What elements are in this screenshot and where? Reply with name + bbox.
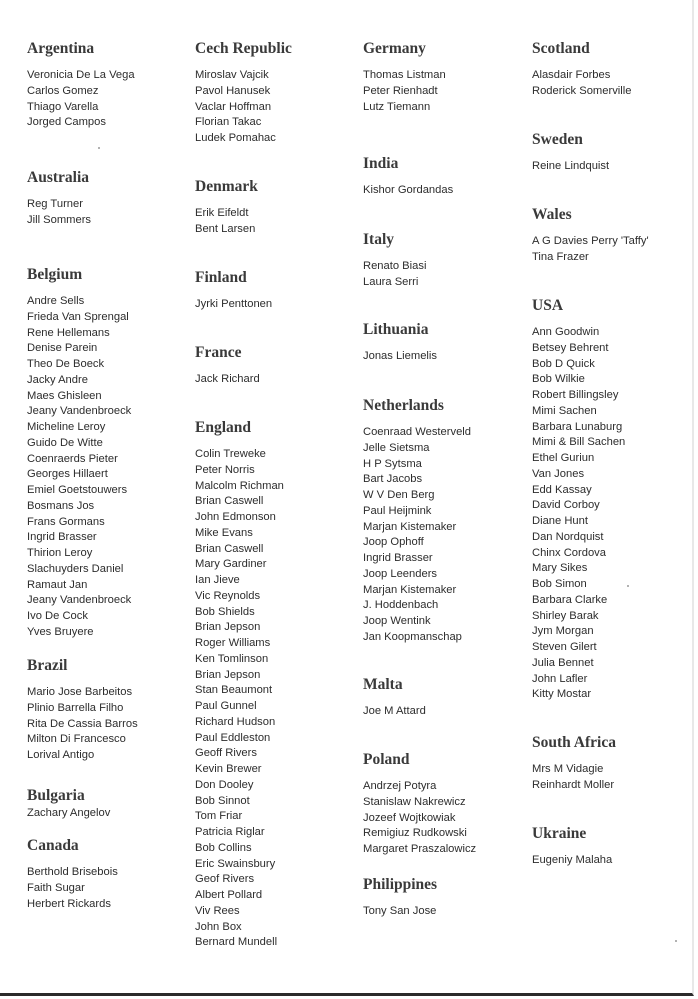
country-heading: Denmark — [195, 178, 258, 195]
country-group — [27, 786, 195, 822]
person-name: Robert Billingsley — [532, 389, 619, 401]
person-name: Joop Leenders — [363, 567, 438, 580]
person-name: Renato Biasi — [363, 260, 427, 272]
name-list — [27, 865, 195, 912]
person-name: Peter Rienhadt — [363, 84, 438, 97]
person-name: Vic Reynolds — [195, 589, 261, 602]
person-name: W V Den Berg — [363, 489, 435, 501]
person-name: Eugeniy Malaha — [532, 854, 613, 866]
country-heading: Australia — [27, 169, 89, 186]
person-name: Bosmans Jos — [27, 499, 95, 512]
person-name: Rita De Cassia Barros — [27, 717, 138, 730]
person-name: Andre Sells — [27, 295, 85, 307]
country-group — [195, 343, 363, 388]
person-name: Jeany Vandenbroeck — [27, 594, 132, 607]
person-name: Zachary Angelov — [27, 807, 111, 819]
country-group — [363, 396, 531, 646]
person-name: Andrzej Potyra — [363, 780, 437, 792]
person-name: Brian Jepson — [195, 668, 261, 681]
country-group — [363, 875, 531, 920]
person-name: Barbara Lunaburg — [532, 420, 623, 433]
person-name: Chinx Cordova — [532, 546, 606, 559]
person-name: Bob Collins — [195, 841, 252, 854]
person-name: Paul Gunnel — [195, 700, 257, 712]
country-group — [363, 230, 531, 291]
person-name: Shirley Barak — [532, 609, 599, 622]
person-name: Remigiuz Rudkowski — [363, 827, 467, 840]
country-group — [27, 656, 195, 764]
person-name: Julia Bennet — [532, 656, 594, 669]
person-name: Jozeef Wojtkowiak — [363, 811, 456, 824]
person-name: Reine Lindquist — [532, 160, 610, 172]
person-name: Tina Frazer — [532, 250, 589, 263]
name-list — [363, 704, 531, 720]
country-group — [532, 733, 698, 794]
country-heading: South Africa — [532, 734, 616, 751]
person-name: Pavol Hanusek — [195, 84, 271, 97]
person-name: Maes Ghisleen — [27, 389, 102, 402]
person-name: Bob Shields — [195, 605, 255, 618]
country-heading: Brazil — [27, 657, 68, 674]
person-name: Kevin Brewer — [195, 763, 262, 775]
person-name: Barbara Clarke — [532, 593, 608, 606]
country-heading: Argentina — [27, 40, 95, 57]
person-name: Florian Takac — [195, 116, 262, 129]
person-name: Albert Pollard — [195, 889, 263, 901]
person-name: Van Jones — [532, 467, 585, 480]
person-name: Miroslav Vajcik — [195, 69, 269, 81]
country-group — [363, 154, 531, 199]
person-name: Roderick Somerville — [532, 84, 632, 97]
country-group — [195, 39, 363, 147]
name-list — [363, 183, 531, 199]
name-list — [363, 779, 531, 858]
person-name: Bernard Mundell — [195, 936, 278, 949]
country-group — [195, 177, 363, 238]
person-name: Richard Hudson — [195, 715, 276, 728]
person-name: Ethel Guriun — [532, 452, 595, 464]
name-list — [27, 197, 195, 229]
country-heading: Sweden — [532, 131, 583, 148]
country-heading: Malta — [363, 676, 403, 693]
name-list — [363, 68, 531, 115]
person-name: Plinio Barrella Filho — [27, 701, 124, 714]
person-name: Jill Sommers — [27, 213, 92, 226]
name-list — [532, 234, 698, 266]
person-name: Coenraerds Pieter — [27, 452, 118, 465]
person-name: Jyrki Penttonen — [195, 298, 273, 310]
person-name: Alasdair Forbes — [532, 69, 611, 81]
person-name: Brian Caswell — [195, 542, 264, 555]
country-group — [27, 39, 195, 131]
person-name: John Box — [195, 920, 242, 933]
name-list — [363, 349, 531, 365]
country-group — [195, 268, 363, 313]
person-name: John Lafler — [532, 672, 588, 685]
person-name: A G Davies Perry 'Taffy' — [532, 235, 649, 247]
country-group — [532, 824, 698, 869]
person-name: Margaret Praszalowicz — [363, 843, 477, 855]
person-name: Roger Williams — [195, 637, 271, 649]
name-list — [195, 206, 363, 238]
person-name: Frieda Van Sprengal — [27, 310, 129, 323]
scan-speck — [627, 585, 629, 587]
person-name: Joop Wentink — [363, 615, 431, 627]
country-group — [532, 130, 698, 175]
country-heading: India — [363, 155, 399, 172]
person-name: Paul Heijmink — [363, 504, 432, 517]
person-name: Bob Sinnot — [195, 794, 250, 807]
person-name: Vaclar Hoffman — [195, 100, 272, 113]
person-name: Mario Jose Barbeitos — [27, 686, 133, 698]
person-name: Kitty Mostar — [532, 688, 592, 701]
person-name: Denise Parein — [27, 342, 98, 355]
person-name: Steven Gilert — [532, 641, 597, 653]
person-name: Viv Rees — [195, 904, 240, 917]
person-name: Emiel Goetstouwers — [27, 484, 128, 496]
person-name: Jelle Sietsma — [363, 441, 430, 454]
person-name: Tom Friar — [195, 810, 243, 823]
person-name: Lorival Antigo — [27, 749, 95, 761]
person-name: Joop Ophoff — [363, 536, 424, 549]
person-name: Thirion Leroy — [27, 547, 93, 559]
person-name: Ivo De Cock — [27, 610, 88, 622]
person-name: Bob Simon — [532, 578, 587, 590]
person-name: Jacky Andre — [27, 373, 88, 386]
person-name: Yves Bruyere — [27, 625, 94, 638]
name-list — [532, 159, 698, 175]
country-heading: Belgium — [27, 266, 83, 283]
person-name: Ian Jieve — [195, 574, 240, 586]
person-name: Mike Evans — [195, 526, 253, 539]
person-name: Milton Di Francesco — [27, 733, 126, 746]
person-name: Eric Swainsbury — [195, 857, 276, 870]
name-list — [363, 425, 531, 646]
person-name: Lutz Tiemann — [363, 100, 431, 113]
person-name: Paul Eddleston — [195, 731, 271, 744]
name-list — [363, 904, 531, 920]
person-name: Jonas Liemelis — [363, 350, 437, 362]
person-name: Ludek Pomahac — [195, 132, 276, 144]
person-name: Thiago Varella — [27, 100, 99, 113]
person-name: Mary Sikes — [532, 562, 588, 575]
person-name: Jym Morgan — [532, 625, 594, 638]
person-name: Micheline Leroy — [27, 421, 106, 433]
country-group — [27, 836, 195, 912]
person-name: J. Hoddenbach — [363, 599, 439, 612]
person-name: Diane Hunt — [532, 515, 588, 527]
person-name: Jack Richard — [195, 373, 260, 385]
person-name: Brian Caswell — [195, 495, 264, 508]
person-name: Reinhardt Moller — [532, 778, 615, 791]
person-name: Dan Nordquist — [532, 530, 604, 543]
person-name: Brian Jepson — [195, 621, 261, 634]
person-name: Mrs M Vidagie — [532, 763, 604, 775]
country-heading: Philippines — [363, 876, 438, 893]
name-list — [532, 762, 698, 794]
country-group — [532, 205, 698, 266]
person-name: Coenraad Westerveld — [363, 426, 471, 438]
person-name: Betsey Behrent — [532, 341, 609, 354]
person-name: Stanislaw Nakrewicz — [363, 795, 466, 808]
country-heading: Wales — [532, 206, 572, 223]
person-name: Jan Koopmanschap — [363, 630, 462, 643]
name-list — [532, 68, 698, 100]
name-list — [27, 806, 195, 822]
person-name: Jorged Campos — [27, 116, 106, 129]
country-heading: Finland — [195, 269, 247, 286]
country-heading: Poland — [363, 751, 410, 768]
person-name: Joe M Attard — [363, 705, 426, 717]
person-name: Tony San Jose — [363, 905, 437, 917]
person-name: Kishor Gordandas — [363, 184, 454, 196]
country-heading: Cech Republic — [195, 40, 292, 57]
person-name: Rene Hellemans — [27, 326, 110, 339]
country-heading: England — [195, 419, 252, 436]
person-name: David Corboy — [532, 499, 600, 512]
name-list — [195, 447, 363, 951]
person-name: Ramaut Jan — [27, 578, 88, 591]
country-group — [363, 750, 531, 858]
country-group — [195, 418, 363, 951]
person-name: Mimi & Bill Sachen — [532, 436, 626, 449]
person-name: Mary Gardiner — [195, 558, 267, 571]
person-name: Ingrid Brasser — [27, 531, 97, 544]
country-heading: Netherlands — [363, 397, 444, 414]
country-group — [532, 39, 698, 100]
person-name: Bart Jacobs — [363, 473, 423, 486]
person-name: Slachuyders Daniel — [27, 562, 124, 575]
person-name: Don Dooley — [195, 778, 254, 791]
name-list — [27, 68, 195, 131]
person-name: Geof Rivers — [195, 873, 255, 886]
name-list — [363, 259, 531, 291]
person-name: Theo De Boeck — [27, 358, 105, 370]
person-name: Stan Beaumont — [195, 684, 273, 697]
country-group — [532, 296, 698, 703]
country-heading: Canada — [27, 837, 79, 854]
person-name: Bob Wilkie — [532, 373, 585, 386]
person-name: Colin Treweke — [195, 448, 266, 460]
person-name: Bent Larsen — [195, 222, 256, 235]
person-name: Ken Tomlinson — [195, 652, 269, 665]
person-name: Marjan Kistemaker — [363, 520, 457, 533]
country-group — [363, 675, 531, 720]
person-name: H P Sytsma — [363, 457, 422, 470]
person-name: Edd Kassay — [532, 483, 592, 496]
name-list — [195, 297, 363, 313]
person-name: Georges Hillaert — [27, 468, 108, 481]
country-group — [363, 320, 531, 365]
person-name: Laura Serri — [363, 275, 419, 288]
person-name: Thomas Listman — [363, 69, 446, 81]
person-name: Ann Goodwin — [532, 326, 600, 338]
person-name: Mimi Sachen — [532, 404, 597, 417]
name-list — [195, 68, 363, 147]
person-name: Faith Sugar — [27, 881, 85, 894]
country-heading: Germany — [363, 40, 426, 57]
country-heading: Bulgaria — [27, 787, 85, 804]
country-heading: Scotland — [532, 40, 590, 57]
country-heading: USA — [532, 297, 564, 314]
person-name: Carlos Gomez — [27, 84, 99, 97]
country-heading: Lithuania — [363, 321, 429, 338]
person-name: Erik Eifeldt — [195, 207, 249, 219]
name-list — [27, 294, 195, 641]
country-group — [27, 168, 195, 229]
country-heading: Ukraine — [532, 825, 587, 842]
country-heading: France — [195, 344, 242, 361]
person-name: Marjan Kistemaker — [363, 583, 457, 596]
person-name: Berthold Brisebois — [27, 866, 118, 878]
person-name: Jeany Vandenbroeck — [27, 405, 132, 418]
person-name: Guido De Witte — [27, 436, 103, 449]
person-name: Patricia Riglar — [195, 826, 265, 838]
name-list — [195, 372, 363, 388]
scan-speck — [98, 147, 100, 149]
person-name: Malcolm Richman — [195, 479, 284, 492]
person-name: Bob D Quick — [532, 357, 595, 370]
country-heading: Italy — [363, 231, 394, 248]
person-name: Reg Turner — [27, 198, 83, 210]
name-list — [532, 325, 698, 703]
person-name: Veronicia De La Vega — [27, 69, 135, 81]
person-name: Peter Norris — [195, 463, 255, 476]
country-group — [27, 265, 195, 641]
name-list — [532, 853, 698, 869]
person-name: Herbert Rickards — [27, 897, 111, 910]
scan-speck — [675, 940, 677, 942]
country-group — [363, 39, 531, 115]
person-name: John Edmonson — [195, 511, 276, 523]
name-list — [27, 685, 195, 764]
person-name: Frans Gormans — [27, 515, 105, 528]
person-name: Ingrid Brasser — [363, 552, 433, 564]
person-name: Geoff Rivers — [195, 747, 257, 760]
